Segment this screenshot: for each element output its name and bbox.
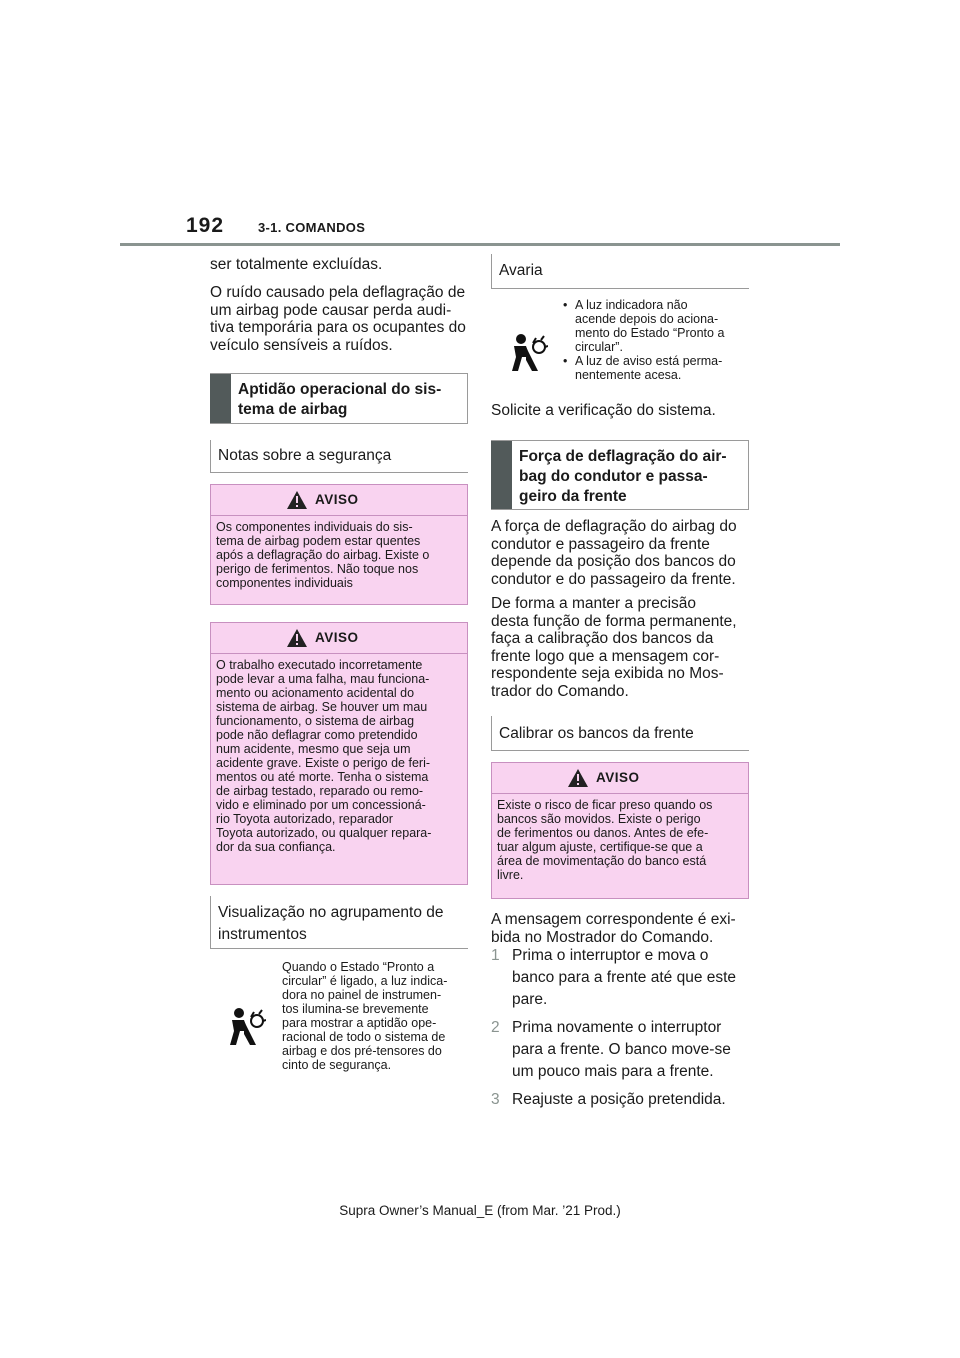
subheading-cluster-display: Visualização no agrupamento de instrumentos bbox=[210, 896, 468, 949]
icon-description: Quando o Estado “Pronto a circular” é ligado, a luz indica- dora no painel de instrumen- tos ilumina-se brevemente para mostrar a aptidão ope- racional de todo o sistema de airbag e dos pré-tensores do cinto de segurança. bbox=[282, 960, 448, 1072]
malfunction-list bbox=[563, 298, 753, 382]
warning-box bbox=[210, 622, 468, 885]
subheading-safety-notes: Notas sobre a segurança bbox=[210, 440, 468, 473]
list-item: • A luz de aviso está perma- nentemente acesa. bbox=[563, 354, 753, 382]
step-item: 2 Prima novamente o interruptor para a frente. O banco move-se um pouco mais para a frente. bbox=[491, 1019, 731, 1080]
warning-box bbox=[491, 762, 749, 899]
paragraph: A mensagem correspondente é exi- bida no Mostrador do Comando. bbox=[491, 911, 736, 946]
paragraph: De forma a manter a precisão desta função de forma permanente, faça a calibração dos bancos da frente logo que a mensagem cor- respondente seja exibida no Mos- trador do Comando. bbox=[491, 595, 737, 700]
paragraph: Solicite a verificação do sistema. bbox=[491, 402, 716, 419]
warning-label: AVISO bbox=[315, 492, 359, 507]
paragraph: O ruído causado pela deflagração de um airbag pode causar perda audi- tiva temporária para os ocupantes do veículo sensíveis a ruídos. bbox=[210, 284, 466, 354]
warning-text: Os componentes individuais do sis- tema de airbag podem estar quentes após a deflagração do airbag. Existe o perigo de ferimentos. Não toque nos componentes individuais bbox=[216, 520, 430, 590]
step-item: 1 Prima o interruptor e mova o banco para a frente até que este pare. bbox=[491, 947, 737, 1008]
paragraph: A força de deflagração do airbag do condutor e passageiro da frente depende da posição dos bancos do condutor e do passageiro da frente. bbox=[491, 518, 737, 588]
steps-list bbox=[491, 945, 761, 1111]
airbag-warning-icon bbox=[226, 1007, 266, 1047]
header-divider bbox=[120, 243, 840, 246]
step-item: 3 Reajuste a posição pretendida. bbox=[491, 1091, 726, 1108]
warning-triangle-icon bbox=[567, 768, 589, 788]
page-number: 192 bbox=[186, 214, 225, 237]
list-item: • A luz indicadora não acende depois do aciona- mento do Estado “Pronto a circular”. bbox=[563, 298, 753, 354]
warning-text: Existe o risco de ficar preso quando os bancos são movidos. Existe o perigo de ferimentos ou danos. Antes de efe- tuar algum ajuste, certifique-se que a área de movimentação do banco está livre. bbox=[497, 798, 713, 882]
subheading-malfunction: Avaria bbox=[491, 254, 749, 289]
section-heading-deployment-force: Força de deflagração do air- bag do condutor e passa- geiro da frente bbox=[491, 440, 749, 510]
paragraph: ser totalmente excluídas. bbox=[210, 256, 383, 273]
section-bar bbox=[210, 374, 231, 423]
airbag-warning-icon bbox=[508, 333, 548, 373]
footer: Supra Owner’s Manual_E (from Mar. ’21 Prod.) bbox=[339, 1203, 621, 1218]
section-bar bbox=[491, 441, 512, 509]
warning-triangle-icon bbox=[286, 490, 308, 510]
warning-box bbox=[210, 484, 468, 605]
warning-label: AVISO bbox=[315, 630, 359, 645]
warning-triangle-icon bbox=[286, 628, 308, 648]
subheading-calibrate-seats: Calibrar os bancos da frente bbox=[491, 716, 749, 751]
section-heading-airbag-readiness: Aptidão operacional do sis- tema de airbag bbox=[210, 373, 468, 424]
warning-label: AVISO bbox=[596, 770, 640, 785]
chapter-title: 3-1. COMANDOS bbox=[258, 220, 366, 235]
warning-text: O trabalho executado incorretamente pode levar a uma falha, mau funciona- mento ou acionamento acidental do sistema de airbag. Se houver um mau funcionamento, o sistema de airbag pode não deflagrar como pretendido num acidente, mesmo que seja um acidente grave. Existe o perigo de feri- mentos ou até morte. Tenha o sistema de airbag testado, reparado ou remo- vido e eliminado por um concessioná- rio Toyota autorizado, reparador Toyota autorizado, ou qualquer repara- dor da sua confiança. bbox=[216, 658, 432, 854]
